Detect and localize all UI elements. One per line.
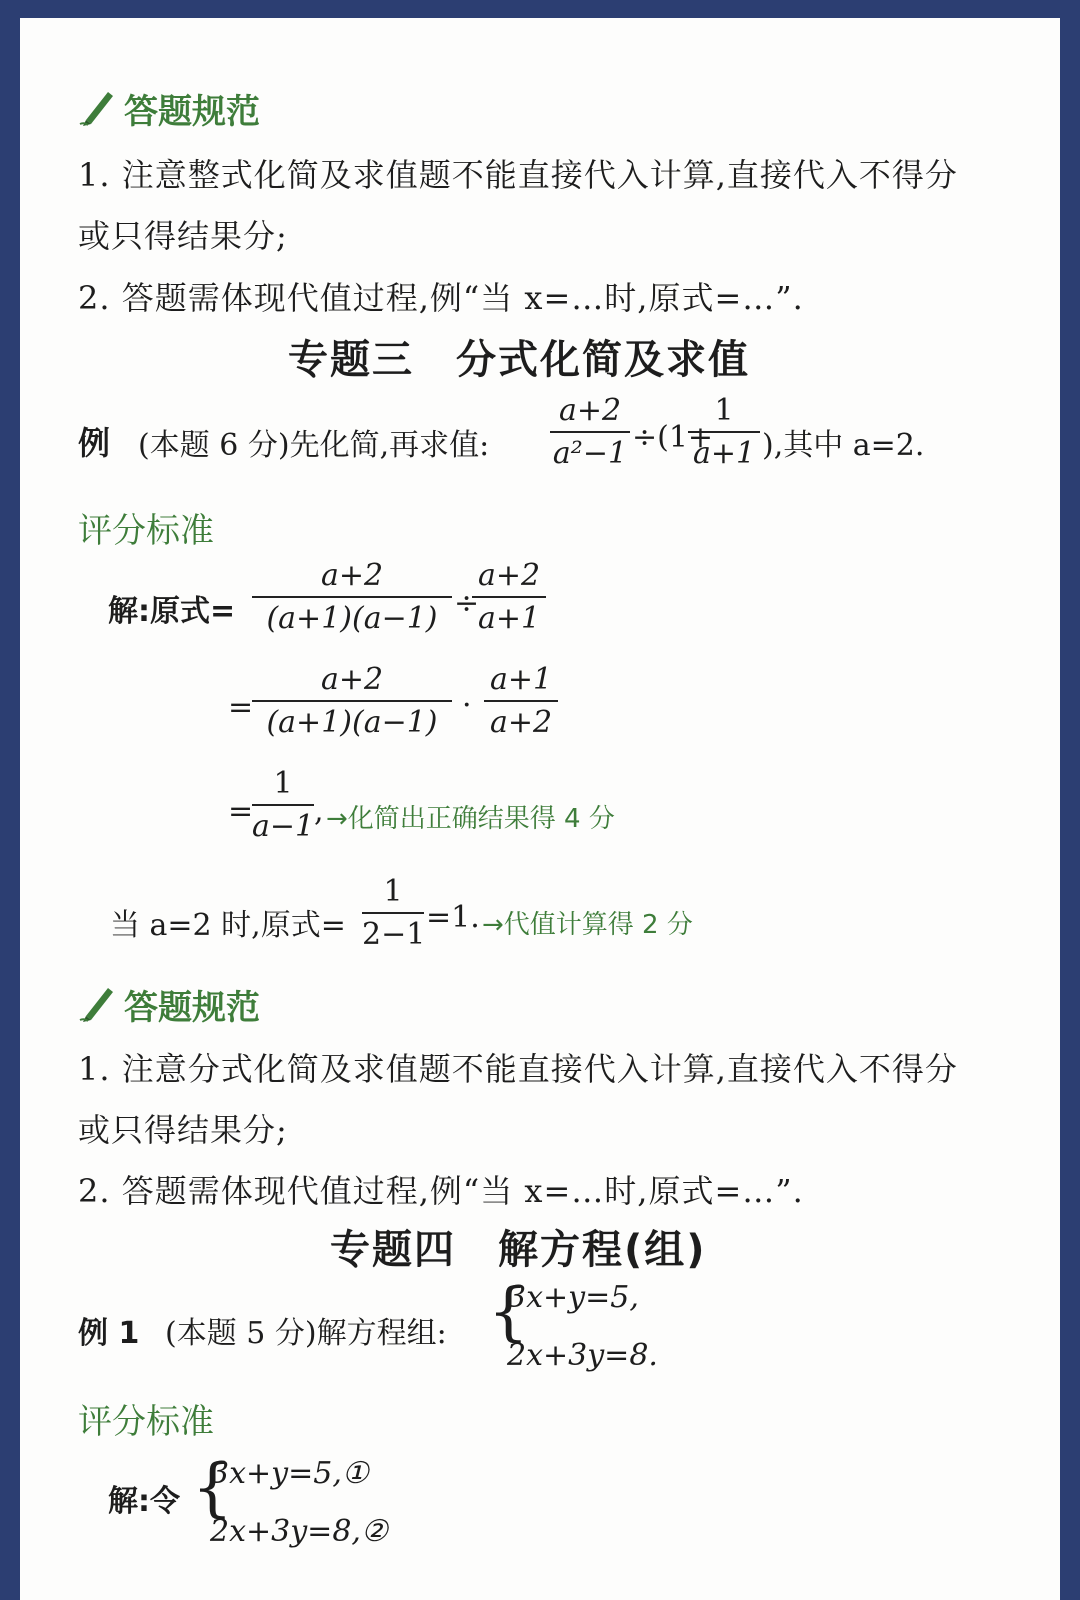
fraction-denominator: 2−1 [362, 917, 426, 952]
fraction-numerator: a+2 [558, 393, 622, 428]
example-fraction-1 [550, 393, 630, 471]
grading-label-4: 评分标准 [78, 1402, 214, 1442]
system-brace: { [488, 1275, 529, 1349]
fraction-denominator: (a+1)(a−1) [266, 601, 438, 636]
spec-line-1a: 1. 注意分式化简及求值题不能直接代入计算,直接代入不得分 [78, 1050, 958, 1088]
solution-eq-2: 2x+3y=8,② [210, 1514, 388, 1549]
grading-label-3: 评分标准 [78, 511, 214, 551]
step-2-fraction-a [252, 662, 452, 740]
example-label: 例 [78, 424, 111, 462]
step-3-fraction [252, 766, 314, 844]
step-2-operator: · [462, 688, 472, 723]
pencil-icon [78, 982, 118, 1022]
fraction-numerator: a+2 [320, 662, 384, 697]
fraction-numerator: a+2 [477, 558, 541, 593]
document-page [20, 18, 1060, 1600]
step-3-score-note: →化简出正确结果得 4 分 [326, 804, 615, 834]
step-3-comma: , [314, 794, 324, 829]
solution-prefix-text: 解:原式= [108, 594, 236, 629]
solution-prefix [108, 586, 235, 630]
step-1-operator: ÷ [454, 586, 480, 621]
example-fraction-2 [688, 393, 760, 471]
topic-4-solution-prefix: 解:令 [108, 1484, 180, 1519]
topic-3-title: 专题三 分式化简及求值 [288, 337, 750, 383]
topic-4-example-text: (本题 5 分)解方程组: [165, 1316, 447, 1351]
spec-heading-text: 答题规范 [124, 988, 260, 1028]
spec-heading-text: 答题规范 [124, 92, 260, 132]
step-4-result: =1. [426, 900, 480, 935]
fraction-denominator: a²−1 [552, 436, 628, 471]
step-1-fraction-a [252, 558, 452, 636]
fraction-numerator: a+1 [489, 662, 553, 697]
step-2-equals: = [228, 690, 254, 725]
spec-line-2: 2. 答题需体现代值过程,例“当 x=…时,原式=…”. [78, 279, 804, 317]
spec-line-2: 2. 答题需体现代值过程,例“当 x=…时,原式=…”. [78, 1172, 804, 1210]
topic-3-example [78, 418, 110, 464]
step-2-fraction-b [484, 662, 558, 740]
fraction-denominator: (a+1)(a−1) [266, 705, 438, 740]
step-4-fraction [362, 874, 424, 952]
step-4-score-note: →代值计算得 2 分 [482, 910, 693, 940]
fraction-denominator: a+1 [477, 601, 541, 636]
fraction-denominator: a−1 [252, 809, 315, 844]
step-4-prefix: 当 a=2 时,原式= [110, 908, 346, 943]
solution-eq-1: 3x+y=5,① [210, 1456, 369, 1491]
step-1-fraction-b [472, 558, 546, 636]
spec-line-1a: 1. 注意整式化简及求值题不能直接代入计算,直接代入不得分 [78, 156, 958, 194]
step-3-equals: = [228, 794, 254, 829]
fraction-numerator: a+2 [320, 558, 384, 593]
system-eq-1: 3x+y=5, [507, 1280, 639, 1315]
system-eq-2: 2x+3y=8. [507, 1338, 658, 1373]
example-text: (本题 6 分)先化简,再求值: [138, 428, 490, 463]
fraction-denominator: a+1 [692, 436, 756, 471]
fraction-denominator: a+2 [489, 705, 553, 740]
topic-4-example-label: 例 1 [78, 1316, 140, 1351]
fraction-numerator: 1 [273, 766, 293, 801]
spec-line-1b: 或只得结果分; [78, 1111, 288, 1149]
pencil-icon [78, 86, 118, 126]
topic-4-title: 专题四 解方程(组) [330, 1227, 707, 1273]
example-expr-mid: ÷(1+ [632, 420, 714, 455]
solution-brace: { [192, 1451, 233, 1525]
fraction-numerator: 1 [714, 393, 734, 428]
example-expr-tail: ),其中 a=2. [762, 428, 925, 463]
spec-line-1b: 或只得结果分; [78, 217, 288, 255]
fraction-numerator: 1 [383, 874, 403, 909]
